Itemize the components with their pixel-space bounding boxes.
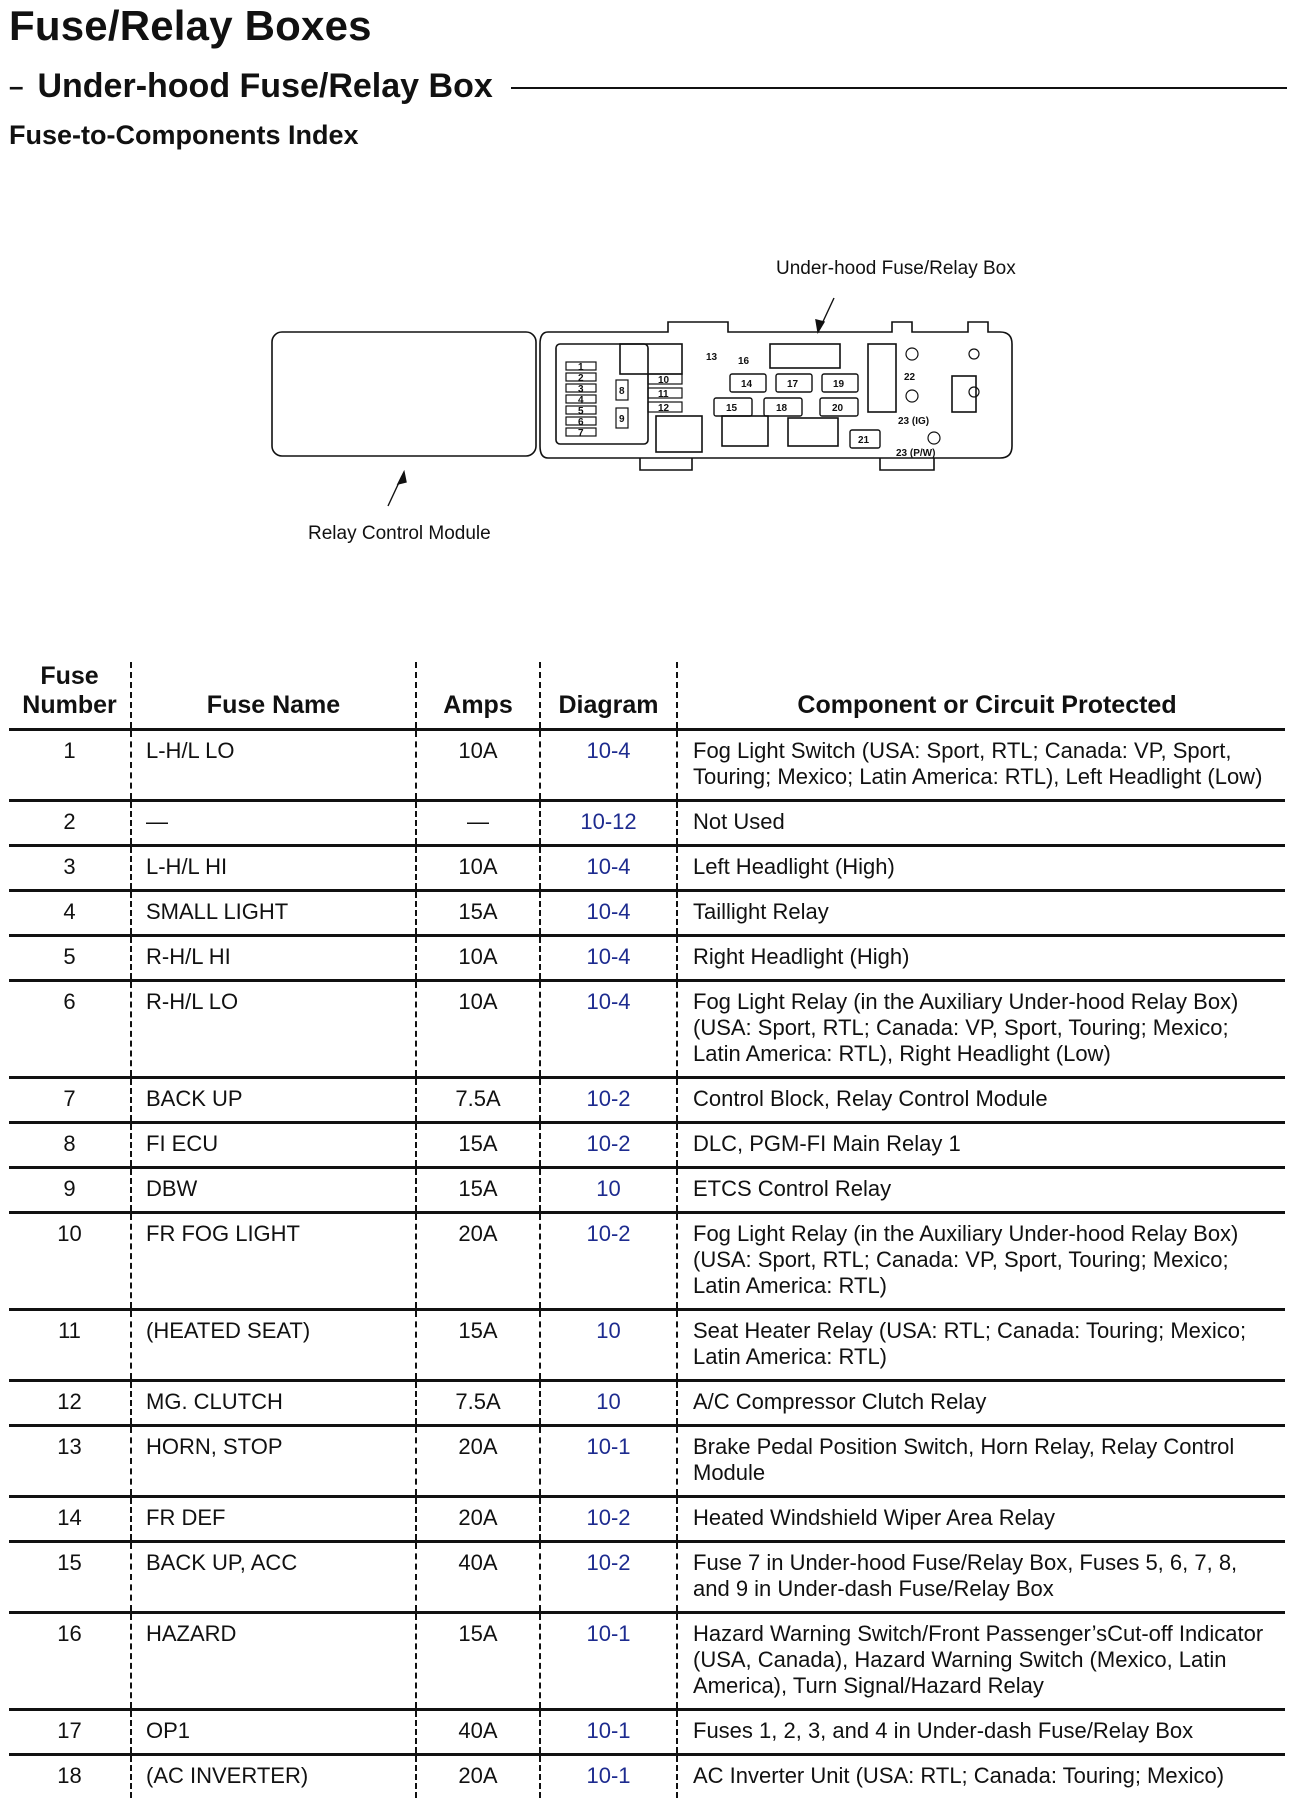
diagram-link[interactable]: 10-2 <box>540 1123 677 1168</box>
component-cell: Fuse 7 in Under-hood Fuse/Relay Box, Fuses 5, 6, 7, 8, and 9 in Under-dash Fuse/Relay Box <box>677 1542 1285 1613</box>
table-row <box>9 936 1285 981</box>
fuse-label-11: 11 <box>658 389 669 400</box>
fuse-label-3: 3 <box>578 384 584 395</box>
fuse-name-cell: (HEATED SEAT) <box>131 1310 416 1381</box>
fuse-number-cell: 7 <box>9 1078 131 1123</box>
component-cell: Fog Light Relay (in the Auxiliary Under-hood Relay Box) (USA: Sport, RTL; Canada: VP, Sport, Touring; Mexico; Latin America: RTL), Right Headlight (Low) <box>677 981 1285 1078</box>
block-a <box>620 344 682 374</box>
amps-cell: 15A <box>416 1123 540 1168</box>
fuse-number-cell: 18 <box>9 1755 131 1798</box>
component-cell: AC Inverter Unit (USA: RTL; Canada: Touring; Mexico) <box>677 1755 1285 1798</box>
table-row <box>9 846 1285 891</box>
table-row <box>9 891 1285 936</box>
fuse-label-12: 12 <box>658 403 670 414</box>
relay-control-module <box>272 332 536 456</box>
fuse-name-cell: BACK UP, ACC <box>131 1542 416 1613</box>
diagram-link[interactable]: 10-4 <box>540 981 677 1078</box>
amps-cell: 15A <box>416 1168 540 1213</box>
table-row <box>9 981 1285 1078</box>
fuse-table-body <box>9 730 1285 1798</box>
amps-cell: 7.5A <box>416 1078 540 1123</box>
relay-circle-r2 <box>969 387 979 397</box>
fuse-number-cell: 1 <box>9 730 131 801</box>
diagram-link[interactable]: 10-2 <box>540 1497 677 1542</box>
block-d <box>788 418 838 446</box>
fuse-number-cell: 16 <box>9 1613 131 1710</box>
table-row <box>9 1123 1285 1168</box>
fuse-index-table <box>9 662 1285 1798</box>
amps-cell: 10A <box>416 846 540 891</box>
page-title: Fuse/Relay Boxes <box>9 2 372 50</box>
fuse-name-cell: DBW <box>131 1168 416 1213</box>
amps-cell: 15A <box>416 891 540 936</box>
fuse-label-2: 2 <box>578 373 584 384</box>
fuse-label-1: 1 <box>578 362 584 373</box>
amps-cell: 10A <box>416 730 540 801</box>
fuse-label-14: 14 <box>741 379 753 390</box>
table-row <box>9 1213 1285 1310</box>
component-cell: Brake Pedal Position Switch, Horn Relay, Relay Control Module <box>677 1426 1285 1497</box>
amps-cell: 20A <box>416 1426 540 1497</box>
diagram-link[interactable]: 10-1 <box>540 1426 677 1497</box>
fuse-name-cell: L-H/L HI <box>131 846 416 891</box>
fuse-number-cell: 8 <box>9 1123 131 1168</box>
arrow-box-head <box>816 320 824 332</box>
component-cell: Fog Light Switch (USA: Sport, RTL; Canada: VP, Sport, Touring; Mexico; Latin America: RTL), Left Headlight (Low) <box>677 730 1285 801</box>
fuse-name-cell: HAZARD <box>131 1613 416 1710</box>
fuse-label-9: 9 <box>619 414 625 425</box>
diagram-link[interactable]: 10-1 <box>540 1613 677 1710</box>
amps-cell: 20A <box>416 1755 540 1798</box>
header-amps: Amps <box>416 662 540 730</box>
table-row <box>9 1497 1285 1542</box>
fuse-label-13: 13 <box>706 352 718 363</box>
component-cell: Control Block, Relay Control Module <box>677 1078 1285 1123</box>
fuse-number-cell: 3 <box>9 846 131 891</box>
fuse-number-cell: 4 <box>9 891 131 936</box>
table-row <box>9 1168 1285 1213</box>
component-cell: A/C Compressor Clutch Relay <box>677 1381 1285 1426</box>
fuse-label-18: 18 <box>776 403 788 414</box>
fuse-label-23-ig: 23 (IG) <box>898 416 929 427</box>
amps-cell: 20A <box>416 1497 540 1542</box>
fuse-number-cell: 11 <box>9 1310 131 1381</box>
diagram-link[interactable]: 10-1 <box>540 1710 677 1755</box>
fuse-name-cell: HORN, STOP <box>131 1426 416 1497</box>
block-c <box>722 416 768 446</box>
diagram-link[interactable]: 10-4 <box>540 936 677 981</box>
fuse-name-cell: (AC INVERTER) <box>131 1755 416 1798</box>
fuse-label-15: 15 <box>726 403 738 414</box>
fuse-name-cell: SMALL LIGHT <box>131 891 416 936</box>
subtitle-row <box>9 64 1287 108</box>
fuse-label-8: 8 <box>619 386 625 397</box>
bottom-bracket-left <box>640 458 692 470</box>
component-cell: Seat Heater Relay (USA: RTL; Canada: Touring; Mexico; Latin America: RTL) <box>677 1310 1285 1381</box>
diagram-link[interactable]: 10-2 <box>540 1213 677 1310</box>
label-fuse-relay-box: Under-hood Fuse/Relay Box <box>776 258 1016 279</box>
fuse-name-cell: MG. CLUTCH <box>131 1381 416 1426</box>
fuse-name-cell: OP1 <box>131 1710 416 1755</box>
fuse-label-17: 17 <box>787 379 799 390</box>
amps-cell: 10A <box>416 981 540 1078</box>
component-cell: ETCS Control Relay <box>677 1168 1285 1213</box>
fuse-number-cell: 13 <box>9 1426 131 1497</box>
diagram-link[interactable]: 10 <box>540 1168 677 1213</box>
diagram-link[interactable]: 10-4 <box>540 730 677 801</box>
label-relay-control-module: Relay Control Module <box>308 523 491 544</box>
fuse-number-cell: 17 <box>9 1710 131 1755</box>
table-row <box>9 1310 1285 1381</box>
component-cell: DLC, PGM-FI Main Relay 1 <box>677 1123 1285 1168</box>
page-subtitle: Under-hood Fuse/Relay Box <box>37 67 492 106</box>
fuse-name-cell: FR FOG LIGHT <box>131 1213 416 1310</box>
table-row <box>9 801 1285 846</box>
block-e <box>770 344 840 368</box>
fuse-label-10: 10 <box>658 375 670 386</box>
arrow-module-head <box>398 472 406 484</box>
table-row <box>9 1381 1285 1426</box>
relay-circle-r1 <box>969 349 979 359</box>
fuse-number-cell: 2 <box>9 801 131 846</box>
header-fuse-number <box>9 662 131 730</box>
relay-socket-22 <box>868 344 896 412</box>
subtitle-dash: – <box>9 71 23 102</box>
amps-cell: 40A <box>416 1542 540 1613</box>
table-row <box>9 1426 1285 1497</box>
fuse-number-cell: 6 <box>9 981 131 1078</box>
relay-socket-23 <box>952 376 976 412</box>
component-cell: Left Headlight (High) <box>677 846 1285 891</box>
amps-cell: 40A <box>416 1710 540 1755</box>
relay-circle-22a <box>906 348 918 360</box>
fuse-name-cell: R-H/L HI <box>131 936 416 981</box>
amps-cell: 20A <box>416 1213 540 1310</box>
amps-cell: 10A <box>416 936 540 981</box>
amps-cell: — <box>416 801 540 846</box>
fuse-number-cell: 10 <box>9 1213 131 1310</box>
fuse-name-cell: R-H/L LO <box>131 981 416 1078</box>
fuse-name-cell: — <box>131 801 416 846</box>
header-component: Component or Circuit Protected <box>677 662 1285 730</box>
component-cell: Not Used <box>677 801 1285 846</box>
diagram-link[interactable]: 10-4 <box>540 846 677 891</box>
header-fuse-name: Fuse Name <box>131 662 416 730</box>
fuse-number-cell: 5 <box>9 936 131 981</box>
fuse-label-20: 20 <box>832 403 844 414</box>
table-row <box>9 1613 1285 1710</box>
fuse-label-16: 16 <box>738 356 750 367</box>
fuse-label-21: 21 <box>858 435 870 446</box>
bottom-bracket-right <box>880 458 934 470</box>
fuse-box-diagram <box>0 240 1294 560</box>
fuse-name-cell: FR DEF <box>131 1497 416 1542</box>
fuse-label-19: 19 <box>833 379 845 390</box>
fuse-label-4: 4 <box>578 395 584 406</box>
diagram-link[interactable]: 10-2 <box>540 1542 677 1613</box>
table-row <box>9 1542 1285 1613</box>
fuse-label-6: 6 <box>578 417 584 428</box>
fuse-number-cell: 15 <box>9 1542 131 1613</box>
small-fuse-column <box>566 362 596 439</box>
section-heading: Fuse-to-Components Index <box>9 120 359 151</box>
fuse-number-cell: 9 <box>9 1168 131 1213</box>
diagram-link[interactable]: 10-2 <box>540 1078 677 1123</box>
diagram-link[interactable]: 10-12 <box>540 801 677 846</box>
diagram-link[interactable]: 10 <box>540 1310 677 1381</box>
diagram-link[interactable]: 10-1 <box>540 1755 677 1798</box>
fuse-name-cell: BACK UP <box>131 1078 416 1123</box>
fuse-name-cell: FI ECU <box>131 1123 416 1168</box>
fuse-number-cell: 12 <box>9 1381 131 1426</box>
relay-circle-23 <box>928 432 940 444</box>
table-header-row <box>9 662 1285 730</box>
table-row <box>9 1755 1285 1798</box>
diagram-link[interactable]: 10-4 <box>540 891 677 936</box>
fuse-number-cell: 14 <box>9 1497 131 1542</box>
relay-circle-22b <box>906 390 918 402</box>
header-diagram: Diagram <box>540 662 677 730</box>
left-fuse-block <box>556 344 648 444</box>
fuse-label-22: 22 <box>904 372 916 383</box>
fuse-name-cell: L-H/L LO <box>131 730 416 801</box>
header-fuse-number-line1: Fuse <box>40 662 98 690</box>
component-cell: Taillight Relay <box>677 891 1285 936</box>
component-cell: Heated Windshield Wiper Area Relay <box>677 1497 1285 1542</box>
amps-cell: 15A <box>416 1310 540 1381</box>
table-row <box>9 730 1285 801</box>
component-cell: Hazard Warning Switch/Front Passenger’sCut-off Indicator (USA, Canada), Hazard Warning Switch (Mexico, Latin America), Turn Signal/Hazard Relay <box>677 1613 1285 1710</box>
component-cell: Fog Light Relay (in the Auxiliary Under-hood Relay Box) (USA: Sport, RTL; Canada: VP, Sport, Touring; Mexico; Latin America: RTL) <box>677 1213 1285 1310</box>
amps-cell: 7.5A <box>416 1381 540 1426</box>
component-cell: Right Headlight (High) <box>677 936 1285 981</box>
fuse-label-7: 7 <box>578 428 584 439</box>
fuse-label-23-pw: 23 (P/W) <box>896 448 935 459</box>
amps-cell: 15A <box>416 1613 540 1710</box>
header-fuse-number-line2: Number <box>22 691 116 719</box>
diagram-link[interactable]: 10 <box>540 1381 677 1426</box>
table-row <box>9 1078 1285 1123</box>
table-row <box>9 1710 1285 1755</box>
fuse-label-5: 5 <box>578 406 584 417</box>
component-cell: Fuses 1, 2, 3, and 4 in Under-dash Fuse/Relay Box <box>677 1710 1285 1755</box>
subtitle-rule <box>511 87 1287 89</box>
block-b <box>656 416 702 452</box>
